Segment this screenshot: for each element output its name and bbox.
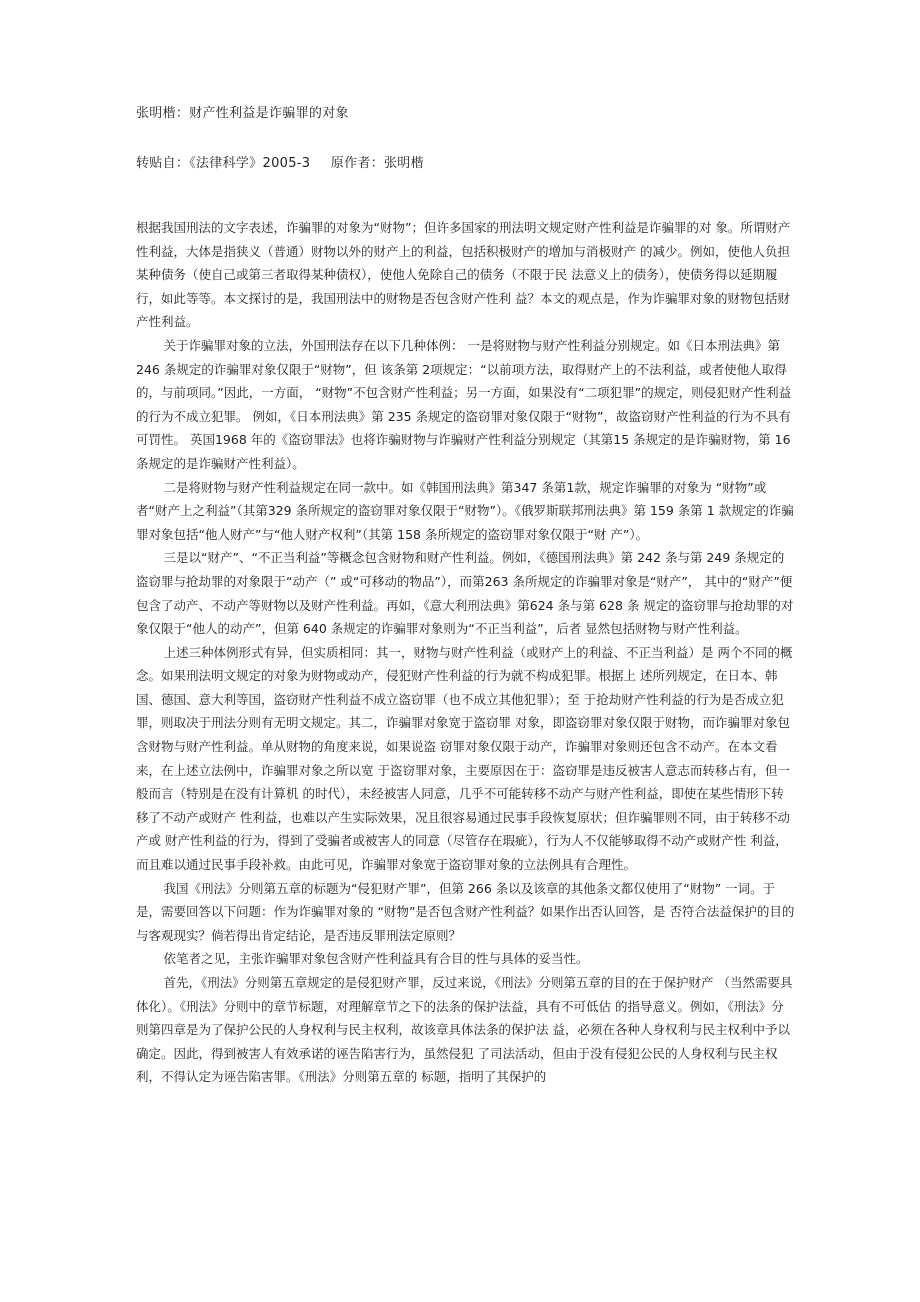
paragraph: 三是以“财产”、“不正当利益”等概念包含财物和财产性利益。例如，《德国刑法典》第 242 条与第 249 条规定的盗窃罪与抢劫罪的对象限于“动产（” 或“可移动的物品”），而第263 条所规定的诈骗罪对象是“财产”， 其中的“财产”便包含了动产、不动产等财物以及财产性利益。再如，《意大利刑法典》第624 条与第 628 条 规定的盗窃罪与抢劫罪的对象仅限于“他人的动产”，但第 640 条规定的诈骗罪对象则为“不正当利益”，后者 显然包括财物与财产性利益。 (136, 550, 794, 637)
author-label: 原作者：张明楷 (330, 156, 424, 171)
paragraph: 首先，《刑法》分则第五章规定的是侵犯财产罪，反过来说，《刑法》分则第五章的目的在于保护财产 （当然需要具体化）。《刑法》分则中的章节标题，对理解章节之下的法条的保护法益，具有不可低估 的指导意义。例如，《刑法》分则第四章是为了保护公民的人身权利与民主权利，故该章具体法条的保护法 益，必须在各种人身权利与民主权利中予以确定。因此，得到被害人有效承诺的诬告陷害行为，虽然侵犯 了司法活动，但由于没有侵犯公民的人身权利与民主权利，不得认定为诬告陷害罪。《刑法》分则第五章的 标题，指明了其保护的 (136, 975, 793, 1085)
paragraph: 我国《刑法》分则第五章的标题为“侵犯财产罪”，但第 266 条以及该章的其他条文都仅使用了“财物” 一词。于是，需要回答以下问题：作为诈骗罪对象的 “财物”是否包含财产性利益？如果作出否认回答，是 否符合法益保护的目的与客观现实？倘若得出肯定结论，是否违反罪刑法定原则？ (136, 880, 795, 943)
document-title: 张明楷：财产性利益是诈骗罪的对象 (136, 106, 349, 121)
paragraph: 上述三种体例形式有异，但实质相同：其一，财物与财产性利益（或财产上的利益、不正当利益）是 两个不同的概念。如果刑法明文规定的对象为财物或动产，侵犯财产性利益的行为就不构成犯罪。根据上 述所列规定，在日本、韩国、德国、意大利等国，盗窃财产性利益不成立盗窃罪（也不成立其他犯罪）；至 于抢劫财产性利益的行为是否成立犯罪，则取决于刑法分则有无明文规定。其二，诈骗罪对象宽于盗窃罪 对象，即盗窃罪对象仅限于财物，而诈骗罪对象包含财物与财产性利益。单从财物的角度来说，如果说盗 窃罪对象仅限于动产，诈骗罪对象则还包含不动产。在本文看来，在上述立法例中，诈骗罪对象之所以宽 于盗窃罪对象，主要原因在于：盗窃罪是违反被害人意志而转移占有，但一般而言（特别是在没有计算机 的时代），未经被害人同意，几乎不可能转移不动产与财产性利益，即使在某些情形下转移了不动产或财产 性利益，也难以产生实际效果，况且很容易通过民事手段恢复原状；但诈骗罪则不同，由于转移不动产或 财产性利益的行为，得到了受骗者或被害人的同意（尽管存在瑕疵），行为人不仅能够取得不动产或财产性 利益，而且难以通过民事手段补救。由此可见，诈骗罪对象宽于盗窃罪对象的立法例具有合理性。 (136, 644, 793, 873)
paragraph: 二是将财物与财产性利益规定在同一款中。如《韩国刑法典》第347 条第1款，规定诈骗罪的对象为 “财物”或者“财产上之利益”（其第329 条所规定的盗窃罪对象仅限于“财物”）。《俄罗斯联邦刑法典》第 159 条第 1 款规定的诈骗罪对象包括“他人财产”与“他人财产权利”（其第 158 条所规定的盗窃罪对象仅限于“财 产”）。 (136, 479, 794, 542)
paragraph: 依笔者之见，主张诈骗罪对象包含财产性利益具有合目的性与具体的妥当性。 (163, 951, 589, 967)
article-body (136, 216, 796, 1089)
source-line (136, 152, 440, 171)
paragraph: 根据我国刑法的文字表述，诈骗罪的对象为“财物”；但许多国家的刑法明文规定财产性利益是诈骗罪的对 象。所谓财产性利益，大体是指狭义（普通）财物以外的财产上的利益，包括积极财产的增加与消极财产 的减少。例如，使他人负担某种债务（使自己或第三者取得某种债权），使他人免除自己的债务（不限于民 法意义上的债务），使债务得以延期履行，如此等等。本文探讨的是，我国刑法中的财物是否包含财产性利 益？本文的观点是，作为诈骗罪对象的财物包括财产性利益。 (136, 220, 791, 330)
paragraph: 关于诈骗罪对象的立法，外国刑法存在以下几种体例： 一是将财物与财产性利益分别规定。如《日本刑法典》第 246 条规定的诈骗罪对象仅限于“财物”，但 该条第 2项规定：“以前项方法，取得财产上的不法利益，或者使他人取得的，与前项同。”因此，一方面， “财物”不包含财产性利益；另一方面，如果没有“二项犯罪”的规定，则侵犯财产性利益的行为不成立犯罪。 例如，《日本刑法典》第 235 条规定的盗窃罪对象仅限于“财物”，故盗窃财产性利益的行为不具有可罚性。 英国1968 年的《盗窃罪法》也将诈骗财物与诈骗财产性利益分别规定（其第15 条规定的是诈骗财物，第 16 条规定的是诈骗财产性利益）。 (136, 337, 792, 471)
source-label: 转贴自：《法律科学》2005-3 (136, 156, 311, 171)
